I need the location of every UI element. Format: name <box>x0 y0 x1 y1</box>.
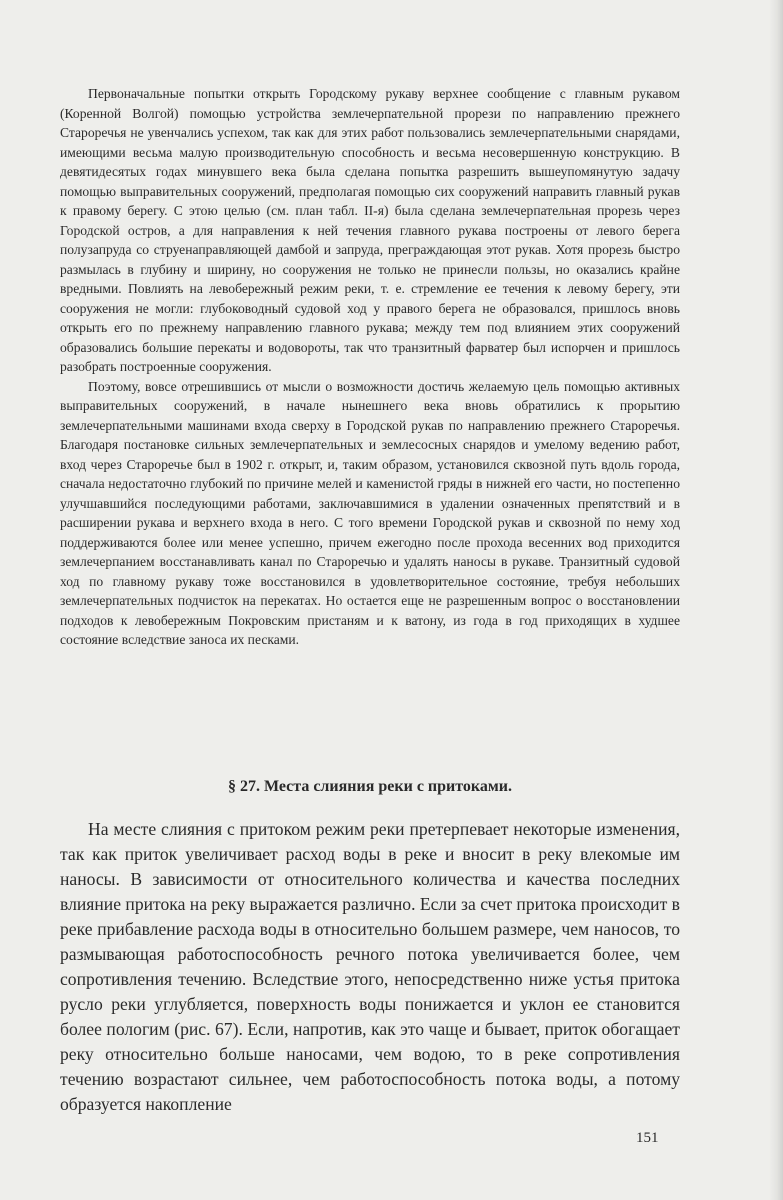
paragraph-1: Первоначальные попытки открыть Городскому рукаву верхнее сообщение с главным рукавом (Коренной Волгой) помощью устройства землечерпательной прорези по направлению прежнего Староречья не увенчались успехом, так как для этих работ пользовались землечерпательными снарядами, имеющими весьма малую производительную способность и весьма несовершенную конструкцию. В девятидесятых годах минувшего века была сделана попытка разрешить вышеупомянутую задачу помощью выправительных сооружений, предполагая помощью сих сооружений направить главный рукав к правому берегу. С этою целью (см. план табл. II-я) была сделана землечерпательная прорезь через Городской остров, а для направления к ней течения главного рукава построены от левого берега полузапруда со струенаправляющей дамбой и запруда, преграждающая этот рукав. Хотя прорезь быстро размылась в глубину и ширину, но сооружения не только не принесли пользы, но оказались крайне вредными. Повлиять на левобережный режим реки, т. е. стремление ее течения к левому берегу, эти сооружения не могли: глубоководный судовой ход у правого берега не образовался, пришлось вновь открыть его по прежнему направлению главного рукава; между тем под влиянием этих сооружений образовались большие перекаты и водовороты, так что транзитный фарватер был испорчен и пришлось разобрать построенные сооружения. <box>60 86 680 374</box>
section-heading: § 27. Места слияния реки с притоками. <box>227 778 512 795</box>
main-text-block <box>60 817 680 1117</box>
small-print-block <box>60 84 680 650</box>
page-number: 151 <box>636 1130 659 1146</box>
paragraph-2: Поэтому, вовсе отрешившись от мысли о возможности достичь желаемую цель помощью активных выправительных сооружений, в начале нынешнего века вновь обратились к прорытию землечерпательными машинами входа сверху в Городской рукав по направлению прежнего Староречья. Благодаря постановке сильных землечерпательных и землесосных снарядов и умелому ведению работ, вход через Староречье был в 1902 г. открыт, и, таким образом, установился сквозной путь вдоль города, сначала недостаточно глубокий по причине мелей и каменистой гряды в нижней его части, но постепенно улучшавшийся последующими работами, заключавшимися в удалении означенных препятствий и в расширении рукава и верхнего входа в него. С того времени Городской рукав и сквозной по нему ход поддерживаются более или менее успешно, причем ежегодно после прохода весенних вод приходится землечерпанием восстанавливать канал по Староречью и удалять наносы в рукаве. Транзитный судовой ход по главному рукаву тоже восстановился в удовлетворительное состояние, требуя небольших землечерпательных подчисток на перекатах. Но остается еще не разрешенным вопрос о восстановлении подходов к левобережным Покровским пристаням и к ватону, из года в год приходящих в худшее состояние вследствие заноса их песками. <box>60 378 680 647</box>
page-edge-shadow <box>769 0 783 1200</box>
paragraph-3: На месте слияния с притоком режим реки претерпевает некоторые изменения, так как приток увеличивает расход воды в реке и вносит в реку влекомые им наносы. В зависимости от относительного количества и качества последних влияние притока на реку выражается различно. Если за счет притока происходит в реке прибавление расхода воды в относительно большем размере, чем наносов, то размывающая работоспособность речного потока увеличивается более, чем сопротивления течению. Вследствие этого, непосредственно ниже устья притока русло реки углубляется, поверхность воды понижается и уклон ее становится более пологим (рис. 67). Если, напротив, как это чаще и бывает, приток обогащает реку относительно больше наносами, чем водою, то в реке сопротивления течению возрастают сильнее, чем работоспособность потока воды, а потому образуется накопление <box>60 819 680 1114</box>
